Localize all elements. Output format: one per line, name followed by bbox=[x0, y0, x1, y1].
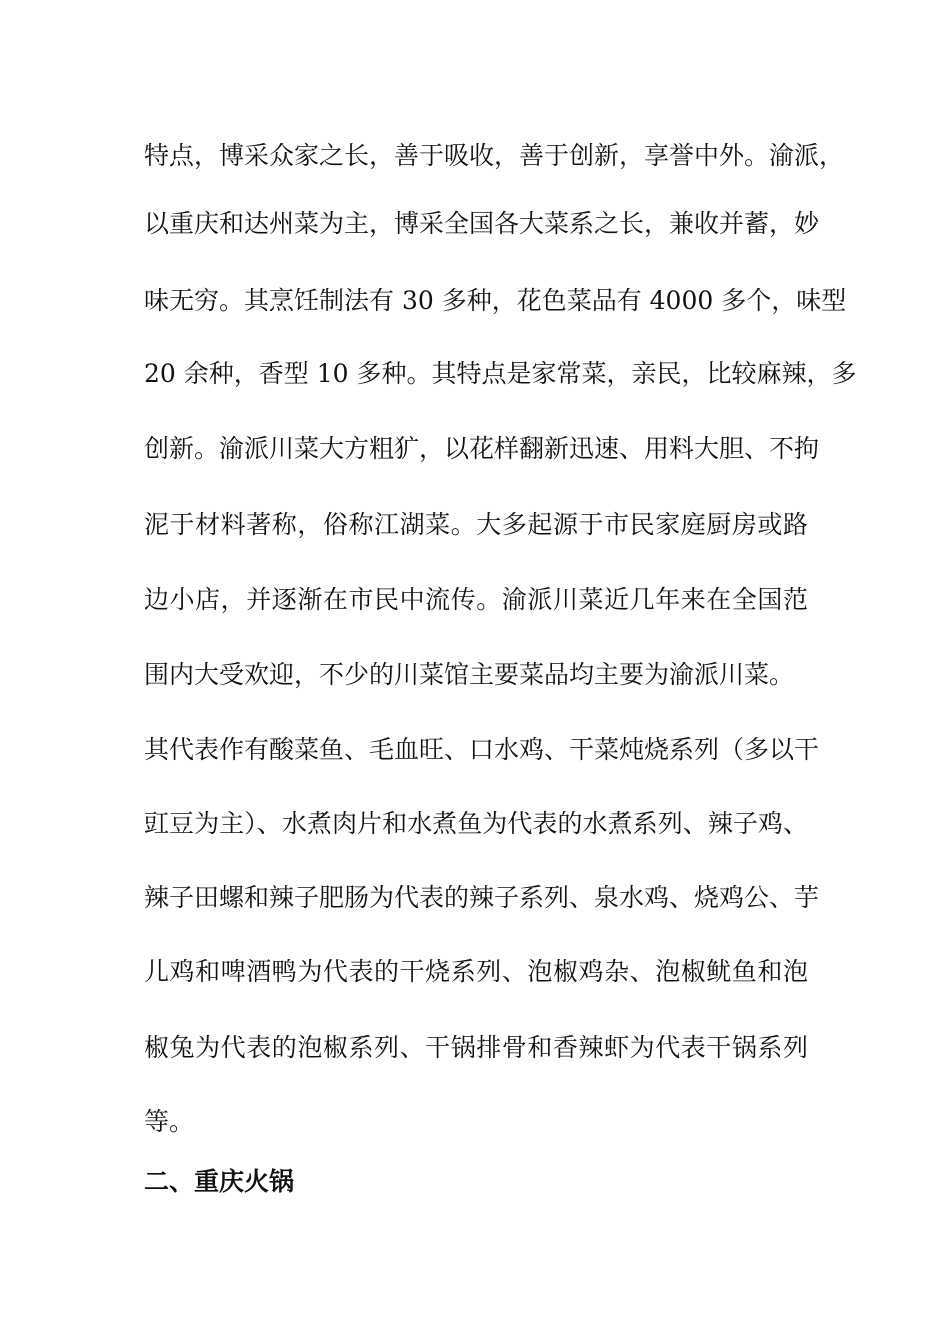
paragraph-line: 味无穷。其烹饪制法有 30 多种，花色菜品有 4000 多个，味型 bbox=[144, 286, 847, 315]
paragraph-line: 特点，博采众家之长，善于吸收，善于创新，享誉中外。渝派， bbox=[144, 141, 845, 170]
paragraph-line: 围内大受欢迎，不少的川菜馆主要菜品均主要为渝派川菜。 bbox=[144, 660, 795, 689]
paragraph-line: 以重庆和达州菜为主，博采全国各大菜系之长，兼收并蓄，妙 bbox=[144, 209, 820, 238]
paragraph-line: 椒兔为代表的泡椒系列、干锅排骨和香辣虾为代表干锅系列 bbox=[144, 1033, 808, 1062]
paragraph-line: 边小店，并逐渐在市民中流传。渝派川菜近几年来在全国范 bbox=[144, 585, 808, 614]
paragraph-line: 豇豆为主）、水煮肉片和水煮鱼为代表的水煮系列、辣子鸡、 bbox=[144, 809, 808, 838]
paragraph-line: 20 余种，香型 10 多种。其特点是家常菜，亲民，比较麻辣，多 bbox=[144, 359, 857, 388]
paragraph-line: 其代表作有酸菜鱼、毛血旺、口水鸡、干菜炖烧系列（多以干 bbox=[144, 735, 820, 764]
section-heading: 二、重庆火锅 bbox=[144, 1167, 295, 1196]
paragraph-line: 辣子田螺和辣子肥肠为代表的辣子系列、泉水鸡、烧鸡公、芋 bbox=[144, 883, 820, 912]
paragraph-line: 泥于材料著称，俗称江湖菜。大多起源于市民家庭厨房或路 bbox=[144, 510, 808, 539]
paragraph-line: 儿鸡和啤酒鸭为代表的干烧系列、泡椒鸡杂、泡椒鱿鱼和泡 bbox=[144, 957, 808, 986]
paragraph-line: 创新。渝派川菜大方粗犷，以花样翻新迅速、用料大胆、不拘 bbox=[144, 434, 820, 463]
paragraph-line: 等。 bbox=[144, 1107, 195, 1136]
